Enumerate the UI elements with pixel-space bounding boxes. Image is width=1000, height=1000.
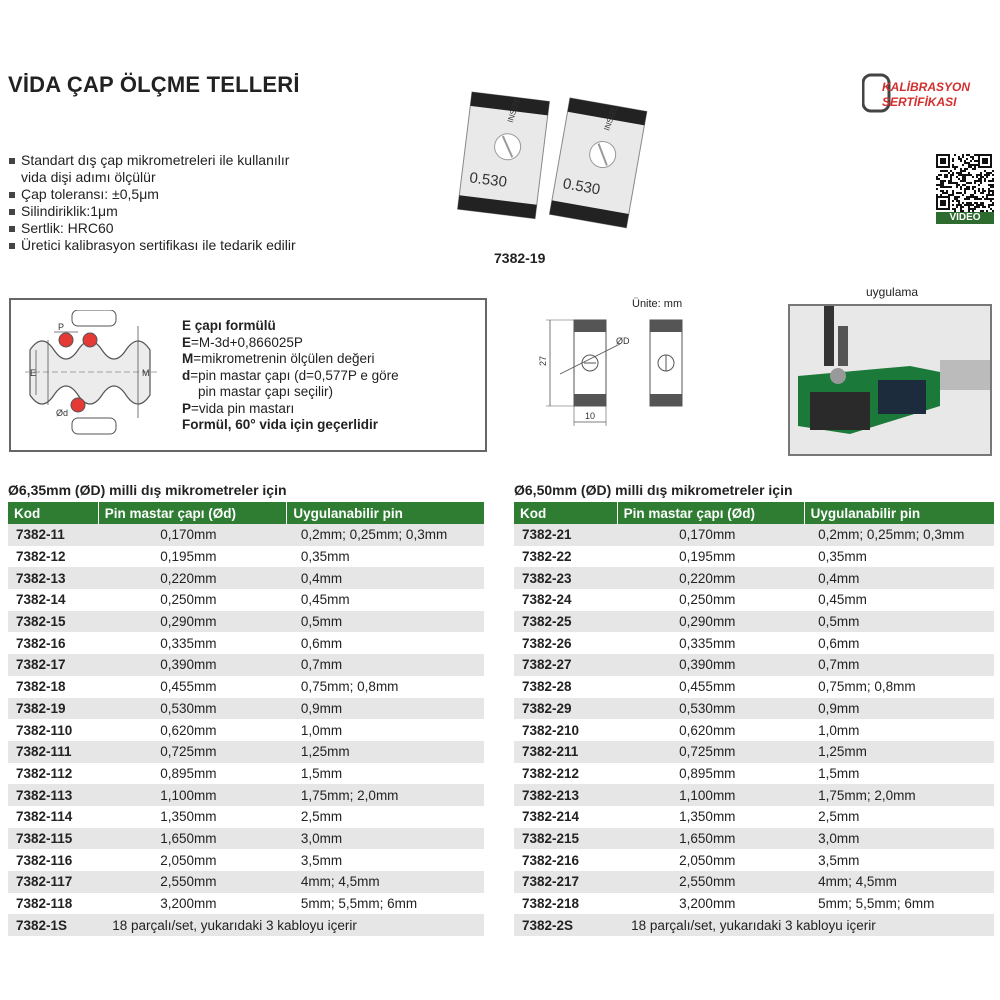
table-cell: 2,5mm [818,809,860,825]
table-cell: 5mm; 5,5mm; 6mm [300,896,418,912]
table-cell: 0,2mm; 0,25mm; 0,3mm [804,524,994,546]
table-cell: 1,25mm [804,741,994,763]
table-cell: 0,620mm [160,722,217,738]
table-cell: 7382-215 [514,828,617,850]
table-cell: 7382-22 [522,549,572,565]
table-cell: 18 parçalı/set, yukarıdaki 3 kabloyu içerir [98,914,484,936]
table-row [8,806,484,828]
table-row [514,828,994,850]
table-cell: 5mm; 5,5mm; 6mm [818,896,935,912]
table-cell: 1,75mm; 2,0mm [804,784,994,806]
product-image [452,82,672,242]
table-cell: 0,170mm [617,524,804,546]
table-cell: 7382-110 [16,722,73,738]
feature-item [8,186,296,203]
table-cell: 7382-18 [16,679,66,695]
table-cell: 7382-28 [522,679,572,695]
formula-line [182,401,399,418]
qr-code-icon[interactable] [936,154,994,212]
product-value-label-2: 0.530 [561,175,602,199]
formula-value: =vida pin mastarı [191,400,295,416]
table-cell: 0,4mm [804,567,994,589]
table-row [514,611,994,633]
table-cell: 18 parçalı/set, yukarıdaki 3 kabloyu içerir [617,914,994,936]
table-cell: 0,725mm [617,741,804,763]
table-row [514,741,994,763]
table-cell: 0,7mm [804,654,994,676]
table-row [514,893,994,915]
table-cell: 0,195mm [160,549,217,565]
table-cell: 7382-16 [16,635,66,651]
formula-line [182,351,399,368]
formula-footer: Formül, 60° vida için geçerlidir [182,417,378,432]
table-cell: 7382-116 [16,852,73,868]
table-cell: 7382-112 [16,765,73,781]
table-cell: 3,200mm [679,896,736,912]
table-row [514,654,994,676]
table-cell: 0,725mm [98,741,287,763]
table-cell: 0,390mm [98,654,287,676]
table-cell: 0,6mm [300,635,343,651]
cert-line1: KALİBRASYON [882,80,971,94]
table-row [514,567,994,589]
table-cell: 7382-21 [514,524,617,546]
diagram-label-e: E [30,368,37,378]
table-left-heading: Ø6,35mm (ØD) milli dış mikrometreler için [8,482,287,498]
table-row [514,524,994,546]
table-cell: 1,0mm [300,722,343,738]
table-row [514,676,994,698]
table-cell: 7382-29 [514,698,617,720]
table-cell: 2,5mm [300,809,343,825]
formula-value: =pin mastar çapı (d=0,577P e göre [190,367,399,383]
table-cell: 0,455mm [679,679,736,695]
formula-key: M [182,351,194,366]
table-cell: 0,5mm [287,611,484,633]
table-cell: 7382-218 [522,896,580,912]
thread-diagram [20,310,170,440]
table-cell: 0,35mm [818,549,867,565]
table-cell: 3,200mm [160,896,217,912]
table-row [514,719,994,741]
diagram-label-d: Ød [56,408,69,418]
formula-key: E [182,334,192,350]
table-row [8,893,484,915]
table-cell: 0,220mm [98,567,287,589]
table-set-row [514,914,994,936]
column-header: Uygulanabilir pin [287,502,484,524]
table-cell: 7382-114 [16,809,73,825]
table-cell: 7382-210 [522,722,580,738]
table-cell: 0,335mm [160,635,217,651]
table-row [514,763,994,785]
table-row [8,524,484,546]
table-cell: 0,2mm; 0,25mm; 0,3mm [287,524,484,546]
feature-text: Silindiriklik:1μm [21,203,118,219]
formula-value: pin mastar çapı seçilir) [198,384,334,399]
table-row [8,632,484,654]
table-cell: 1,100mm [617,784,804,806]
formula-line [182,368,399,385]
table-cell: 0,530mm [617,698,804,720]
application-label: uygulama [866,285,919,299]
table-header-row [514,502,994,524]
table-cell: 7382-24 [522,592,572,608]
column-header: Kod [514,502,617,524]
table-cell: 1,25mm [287,741,484,763]
table-cell: 7382-25 [514,611,617,633]
product-value-label: 0.530 [468,169,508,191]
table-cell: 7382-118 [16,896,73,912]
table-cell: 0,250mm [679,592,736,608]
table-cell: 7382-2S [514,914,617,936]
formula-value: =M-3d+0,866025P [191,334,303,350]
table-row [8,546,484,568]
table-cell: 0,75mm; 0,8mm [300,679,399,695]
table-row [8,719,484,741]
table-cell: 0,530mm [98,698,287,720]
table-cell: 1,650mm [617,828,804,850]
table-cell: 1,0mm [818,722,860,738]
table-cell: 1,5mm [818,765,860,781]
table-row [8,567,484,589]
table-set-row [8,914,484,936]
table-cell: 0,195mm [679,549,736,565]
formula-key: d [182,367,191,383]
table-cell: 0,45mm [818,592,867,608]
table-cell: 7382-1S [8,914,98,936]
table-cell: 7382-217 [514,871,617,893]
formula-title: E çapı formülü [182,318,276,333]
table-cell: 1,650mm [98,828,287,850]
calibration-certificate-badge [862,72,994,114]
table-cell: 0,5mm [804,611,994,633]
table-cell: 7382-213 [514,784,617,806]
table-left [8,502,484,936]
page-title: VİDA ÇAP ÖLÇME TELLERİ [8,72,300,97]
feature-item [8,152,296,186]
table-cell: 0,4mm [287,567,484,589]
table-row [8,828,484,850]
table-cell: 4mm; 4,5mm [287,871,484,893]
table-row [8,654,484,676]
table-row [8,763,484,785]
table-cell: 0,6mm [818,635,860,651]
table-cell: 3,5mm [818,852,860,868]
table-cell: 0,895mm [679,765,736,781]
table-row [514,632,994,654]
table-cell: 4mm; 4,5mm [804,871,994,893]
feature-text: Sertlik: HRC60 [21,220,114,236]
table-row [8,589,484,611]
table-cell: 7382-111 [8,741,98,763]
table-cell: 1,5mm [300,765,343,781]
diagram-label-m: M [142,368,150,378]
product-caption: 7382-19 [494,250,546,266]
formula-line [182,335,399,352]
table-cell: 0,75mm; 0,8mm [818,679,916,695]
table-row [8,676,484,698]
table-cell: 7382-12 [16,549,66,565]
table-cell: 7382-26 [522,635,572,651]
formula-text [182,318,399,434]
table-cell: 0,9mm [287,698,484,720]
table-cell: 7382-17 [8,654,98,676]
table-row [8,698,484,720]
brand-text-2: INSIZE [602,104,620,132]
formula-key: P [182,400,192,416]
table-header-row [8,502,484,524]
column-header: Kod [8,502,98,524]
table-row [514,698,994,720]
table-row [8,784,484,806]
table-cell: 7382-11 [8,524,98,546]
table-cell: 7382-14 [16,592,66,608]
table-cell: 7382-15 [8,611,98,633]
table-cell: 2,550mm [98,871,287,893]
table-cell: 7382-115 [8,828,98,850]
table-row [514,784,994,806]
feature-list [8,152,296,254]
feature-text: Üretici kalibrasyon sertifikası ile tedarik edilir [21,237,296,253]
table-cell: 0,895mm [160,765,217,781]
table-row [514,546,994,568]
table-cell: 0,170mm [98,524,287,546]
application-photo [788,304,992,456]
table-cell: 1,75mm; 2,0mm [287,784,484,806]
table-row [8,611,484,633]
dim-diameter: ØD [616,336,630,346]
table-cell: 0,45mm [300,592,350,608]
table-cell: 7382-211 [514,741,617,763]
table-cell: 0,455mm [160,679,217,695]
feature-text: Standart dış çap mikrometreleri ile kullanılır [21,152,290,168]
formula-line [182,384,399,401]
feature-item [8,237,296,254]
table-row [514,849,994,871]
table-row [8,741,484,763]
unit-label: Ünite: mm [632,298,683,310]
table-cell: 0,35mm [300,549,350,565]
video-label[interactable]: VIDEO [936,212,994,224]
table-row [514,806,994,828]
formula-value: =mikrometrenin ölçülen değeri [193,351,375,366]
brand-text: INSIZE [505,96,522,124]
table-cell: 7382-117 [8,871,98,893]
table-cell: 3,0mm [287,828,484,850]
table-cell: 7382-13 [8,567,98,589]
table-right [514,502,994,936]
table-cell: 3,0mm [804,828,994,850]
dimension-drawing [530,308,690,432]
table-cell: 7382-214 [522,809,580,825]
table-cell: 1,100mm [98,784,287,806]
feature-text: vida dişi adımı ölçülür [21,169,156,185]
feature-item [8,220,296,237]
column-header: Pin mastar çapı (Ød) [98,502,287,524]
table-cell: 0,220mm [617,567,804,589]
feature-item [8,203,296,220]
table-row [514,589,994,611]
table-cell: 7382-113 [8,784,98,806]
table-cell: 0,290mm [98,611,287,633]
column-header: Pin mastar çapı (Ød) [617,502,804,524]
feature-text: Çap toleransı: ±0,5μm [21,186,159,202]
table-cell: 7382-212 [522,765,580,781]
table-cell: 0,620mm [679,722,736,738]
table-row [8,871,484,893]
dim-width: 10 [585,411,596,421]
table-cell: 0,9mm [804,698,994,720]
table-cell: 1,350mm [679,809,736,825]
table-cell: 2,050mm [160,852,217,868]
table-cell: 0,390mm [617,654,804,676]
table-cell: 7382-23 [514,567,617,589]
table-cell: 0,335mm [679,635,736,651]
table-row [8,849,484,871]
table-cell: 0,7mm [287,654,484,676]
cert-line2: SERTİFİKASI [882,95,957,109]
column-header: Uygulanabilir pin [804,502,994,524]
table-cell: 7382-216 [522,852,580,868]
table-cell: 7382-27 [514,654,617,676]
table-cell: 0,250mm [160,592,217,608]
table-cell: 2,050mm [679,852,736,868]
table-cell: 7382-19 [8,698,98,720]
table-cell: 2,550mm [617,871,804,893]
table-cell: 3,5mm [300,852,343,868]
table-cell: 1,350mm [160,809,217,825]
dim-height: 27 [538,355,548,366]
table-right-heading: Ø6,50mm (ØD) milli dış mikrometreler için [514,482,793,498]
table-cell: 0,290mm [617,611,804,633]
diagram-label-p: P [58,322,65,332]
table-row [514,871,994,893]
